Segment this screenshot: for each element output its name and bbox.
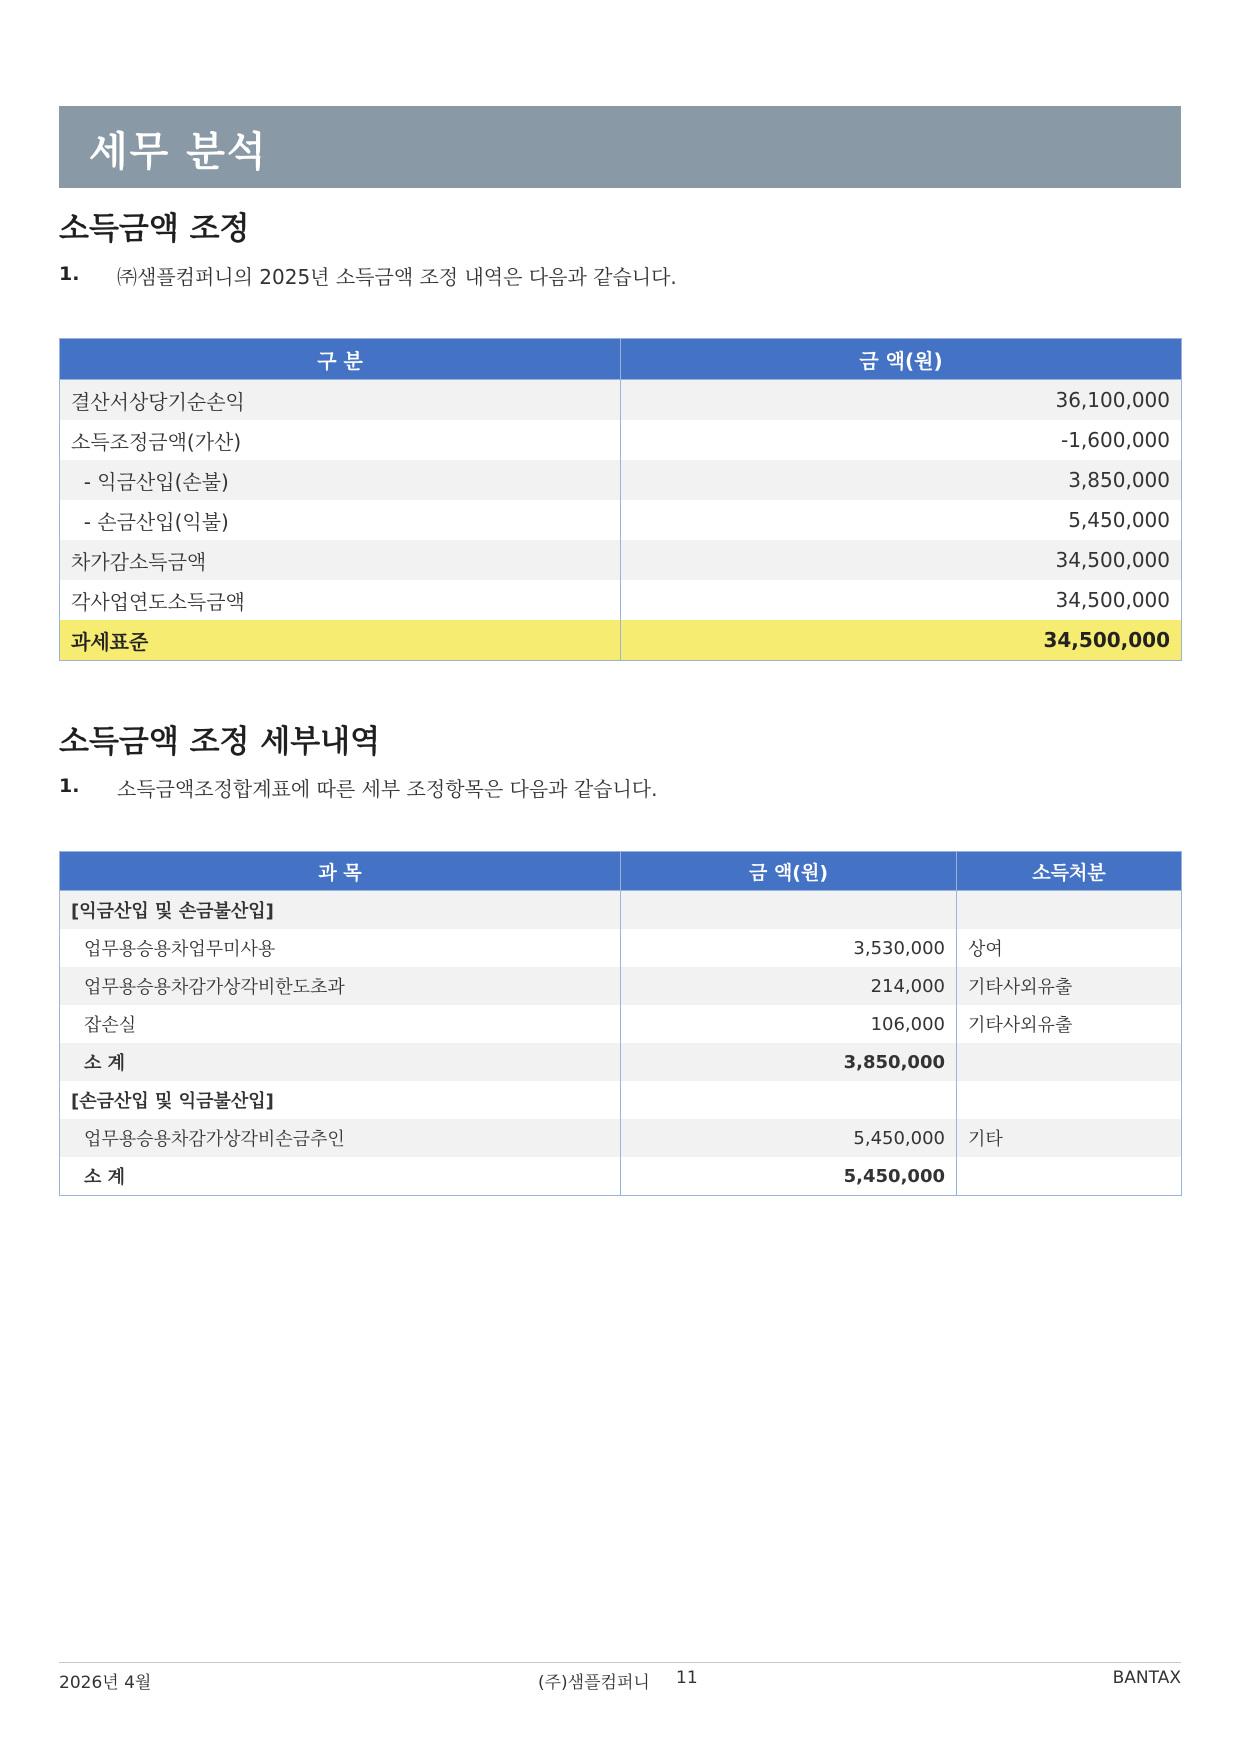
page-banner	[59, 106, 1181, 188]
table-row	[60, 420, 1182, 460]
column-header-amount: 금 액(원)	[621, 852, 957, 891]
table-row	[60, 1119, 1182, 1157]
row-item: 업무용승용차감가상각비한도초과	[60, 967, 621, 1005]
paragraph-number: 1.	[59, 263, 80, 285]
table-row	[60, 460, 1182, 500]
tax-base-row	[60, 620, 1182, 661]
section-heading-adjustment-details: 소득금액 조정 세부내역	[59, 724, 381, 760]
paragraph-text: 소득금액조정합계표에 따른 세부 조정항목은 다음과 같습니다.	[117, 777, 658, 801]
footer-company: (주)샘플컴퍼니	[538, 1673, 650, 1693]
row-label: - 익금산입(손불)	[60, 460, 621, 500]
row-label: 소득조정금액(가산)	[60, 420, 621, 460]
row-value: 34,500,000	[621, 580, 1182, 620]
row-disposal	[957, 1157, 1182, 1196]
column-header-category: 구 분	[60, 339, 621, 380]
row-disposal: 기타사외유출	[957, 1005, 1182, 1043]
row-disposal: 상여	[957, 929, 1182, 967]
row-item: 소 계	[60, 1043, 621, 1081]
row-disposal	[957, 891, 1182, 930]
footer-brand: BANTAX	[1112, 1668, 1181, 1688]
row-amount: 5,450,000	[621, 1119, 957, 1157]
column-header-amount: 금 액(원)	[621, 339, 1182, 380]
table-row	[60, 1005, 1182, 1043]
table-row	[60, 929, 1182, 967]
row-disposal	[957, 1081, 1182, 1119]
column-header-item: 과 목	[60, 852, 621, 891]
column-header-disposal: 소득처분	[957, 852, 1182, 891]
row-disposal: 기타사외유출	[957, 967, 1182, 1005]
row-label: 각사업연도소득금액	[60, 580, 621, 620]
row-label: 결산서상당기순손익	[60, 380, 621, 421]
row-amount: 106,000	[621, 1005, 957, 1043]
group-header-row	[60, 1081, 1182, 1119]
row-amount	[621, 891, 957, 930]
row-label: 차가감소득금액	[60, 540, 621, 580]
page-title: 세무 분석	[89, 129, 268, 175]
paragraph-number: 1.	[59, 775, 80, 797]
row-value: 36,100,000	[621, 380, 1182, 421]
table-row	[60, 580, 1182, 620]
footer-page-number: 11	[676, 1668, 698, 1688]
income-adjustment-table	[59, 338, 1182, 661]
row-item: 업무용승용차업무미사용	[60, 929, 621, 967]
row-item: [익금산입 및 손금불산입]	[60, 891, 621, 930]
table-row	[60, 540, 1182, 580]
row-value: 5,450,000	[621, 500, 1182, 540]
row-label: 과세표준	[60, 620, 621, 661]
footer-date: 2026년 4월	[59, 1673, 152, 1693]
footer-divider	[59, 1662, 1181, 1663]
row-amount: 3,850,000	[621, 1043, 957, 1081]
row-amount: 3,530,000	[621, 929, 957, 967]
row-label: - 손금산입(익불)	[60, 500, 621, 540]
row-value: -1,600,000	[621, 420, 1182, 460]
table-row	[60, 380, 1182, 421]
row-item: 잡손실	[60, 1005, 621, 1043]
row-amount: 5,450,000	[621, 1157, 957, 1196]
subtotal-row	[60, 1043, 1182, 1081]
paragraph-text: ㈜샘플컴퍼니의 2025년 소득금액 조정 내역은 다음과 같습니다.	[117, 265, 677, 289]
row-value: 34,500,000	[621, 620, 1182, 661]
row-amount: 214,000	[621, 967, 957, 1005]
table-header-row	[60, 852, 1182, 891]
table-header-row	[60, 339, 1182, 380]
row-amount	[621, 1081, 957, 1119]
row-value: 3,850,000	[621, 460, 1182, 500]
row-item: 소 계	[60, 1157, 621, 1196]
subtotal-row	[60, 1157, 1182, 1196]
adjustment-details-table	[59, 851, 1182, 1196]
section-heading-income-adjustment: 소득금액 조정	[59, 211, 250, 247]
row-item: [손금산입 및 익금불산입]	[60, 1081, 621, 1119]
row-disposal: 기타	[957, 1119, 1182, 1157]
table-row	[60, 500, 1182, 540]
row-value: 34,500,000	[621, 540, 1182, 580]
row-item: 업무용승용차감가상각비손금추인	[60, 1119, 621, 1157]
group-header-row	[60, 891, 1182, 930]
row-disposal	[957, 1043, 1182, 1081]
table-row	[60, 967, 1182, 1005]
